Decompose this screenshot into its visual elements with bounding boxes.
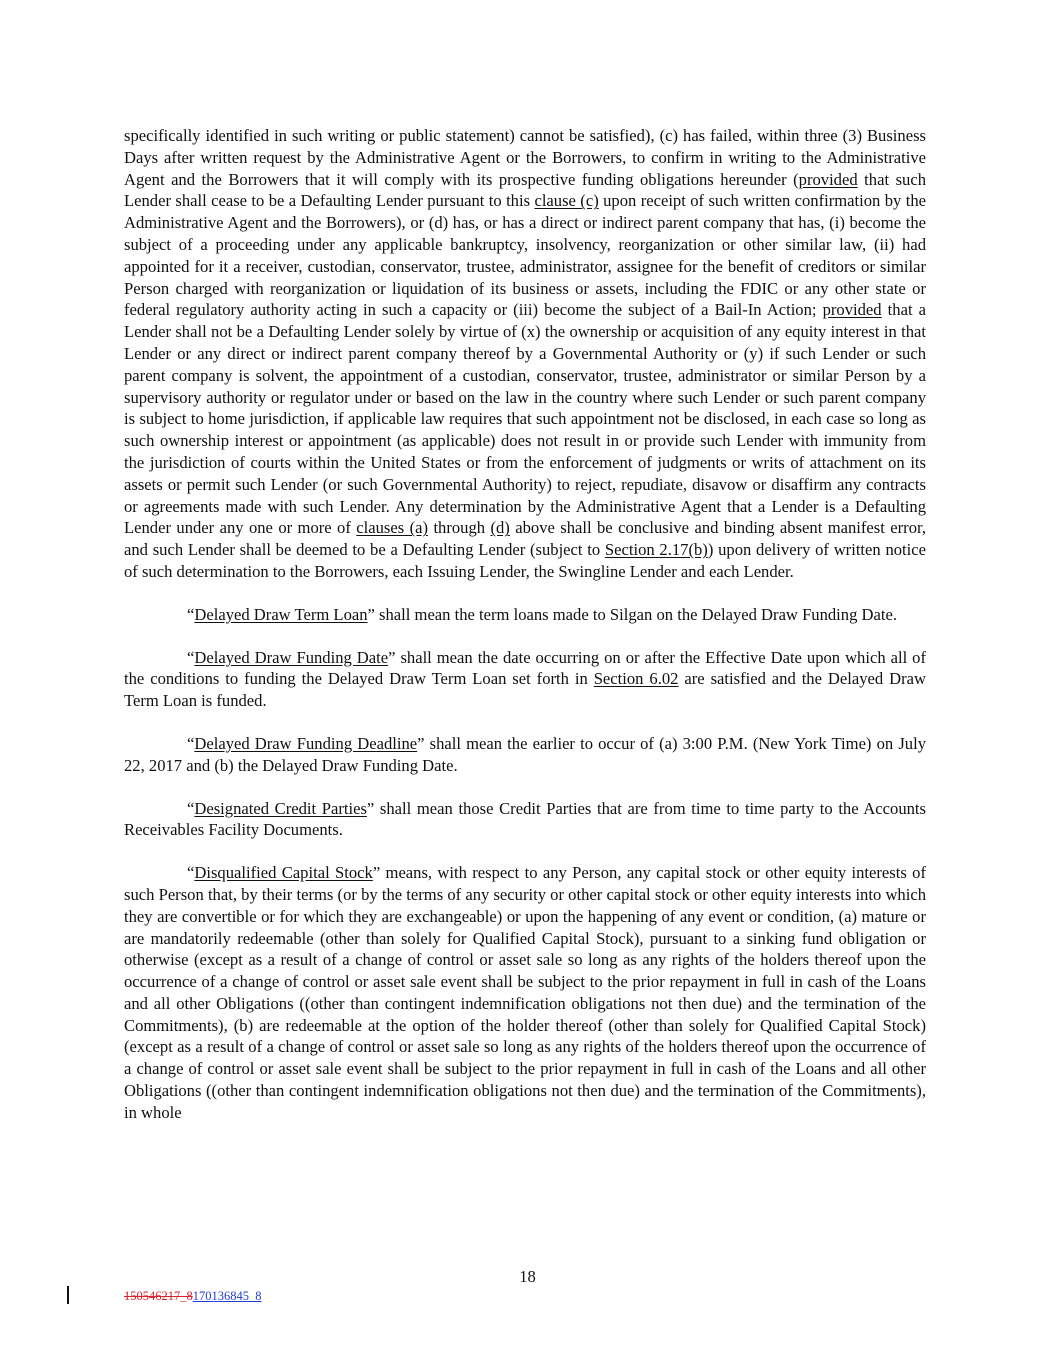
defined-term-reference: Section 6.02 bbox=[593, 669, 679, 689]
paragraph-text: “ bbox=[187, 798, 195, 818]
paragraph-text: ” shall mean the earlier to occur of (a) 3:00 P.M. (New York Time) on July 22, 2017 and (b) the Delayed Draw Funding Date. bbox=[124, 733, 926, 775]
paragraph-text: ” shall mean the date occurring on or after the Effective Date upon which all of the conditions to funding the Delayed Draw Term Loan set forth in bbox=[124, 647, 926, 689]
paragraph-text: ” means, with respect to any Person, any capital stock or other equity interests of such Person that, by their terms (or by the terms of any security or other capital stock or other equity interests into which they are convertible or for which they are exchangeable) or upon the happening of any event or condition, (a) mature or are mandatorily redeemable (other than solely for Qualified Capital Stock), pursuant to a sinking fund obligation or otherwise (except as a result of a change of control or asset sale so long as any rights of the holders thereof upon the occurrence of a change of control or asset sale event shall be subject to the prior repayment in full in cash of the Loans and all other Obligations ((other than contingent indemnification obligations not then due) and the termination of the Commitments), (b) are redeemable at the option of the holder thereof (other than solely for Qualified Capital Stock) (except as a result of a change of control or asset sale so long as any rights of the holders thereof upon the occurrence of a change of control or asset sale event shall be subject to the prior repayment in full in cash of the Loans and all other Obligations ((other than contingent indemnification obligations not then due) and the termination of the Commitments), in whole bbox=[124, 863, 926, 1122]
defined-term-reference: Delayed Draw Term Loan bbox=[194, 604, 368, 624]
paragraph-text: through bbox=[428, 518, 491, 538]
defined-term-reference: Delayed Draw Funding Date bbox=[194, 647, 389, 667]
defined-term-reference: provided bbox=[798, 169, 858, 189]
defined-term-reference: clause (c) bbox=[534, 191, 599, 211]
revision-change-bar bbox=[67, 1286, 69, 1304]
paragraph bbox=[124, 733, 926, 777]
defined-term-reference: Delayed Draw Funding Deadline bbox=[194, 733, 418, 753]
paragraph-text: are satisfied and the Delayed Draw Term Loan is funded. bbox=[124, 669, 926, 711]
page-number: 18 bbox=[519, 1267, 536, 1286]
paragraph bbox=[124, 125, 926, 583]
defined-term-reference: Designated Credit Parties bbox=[194, 798, 367, 818]
paragraph-text: ) upon delivery of written notice of such determination to the Borrowers, each Issuing Lender, the Swingline Lender and each Lender. bbox=[124, 540, 926, 581]
paragraph-text: ” shall mean those Credit Parties that are from time to time party to the Accounts Receivables Facility Documents. bbox=[124, 798, 926, 840]
paragraph-text: that a Lender shall not be a Defaulting Lender solely by virtue of (x) the ownership or acquisition of any equity interest in that Lender or any direct or indirect parent company thereof by a Governmental Authority or (y) if such Lender or such parent company is solvent, the appointment of a custodian, conservator, trustee, administrator or similar Person by a supervisory authority or regulator under or based on the law in the country where such Lender or such parent company is subject to home jurisdiction, if applicable law requires that such appointment not be disclosed, in each case so long as such ownership interest or appointment (as applicable) does not result in or provide such Lender with immunity from the jurisdiction of courts within the United States or from the enforcement of judgments or writs of attachment on its assets or permit such Lender (or such Governmental Authority) to reject, repudiate, disavow or disaffirm any contracts or agreements made with such Lender. Any determination by the Administrative Agent that a Lender is a Defaulting Lender under any one or more of bbox=[124, 300, 926, 538]
document-body bbox=[124, 125, 926, 1145]
paragraph-text: specifically identified in such writing or public statement) cannot be satisfied), (c) has failed, within three (3) Business Days after written request by the Administrative Agent or the Borrowers, to confirm in writing to the Administrative Agent and the Borrowers that it will comply with its prospective funding obligations hereunder ( bbox=[124, 126, 926, 189]
document-id-deleted: 150546217_8 bbox=[124, 1289, 193, 1303]
paragraph-text: ” shall mean the term loans made to Silgan on the Delayed Draw Funding Date. bbox=[367, 604, 898, 624]
defined-term-reference: (d) bbox=[490, 518, 510, 538]
paragraph bbox=[124, 862, 926, 1124]
defined-term-reference: clauses (a) bbox=[356, 518, 429, 538]
document-id-inserted: 170136845_8 bbox=[192, 1289, 262, 1303]
paragraph bbox=[124, 604, 926, 626]
defined-term-reference: Disqualified Capital Stock bbox=[194, 863, 373, 883]
paragraph-text: that such Lender shall cease to be a Defaulting Lender pursuant to this bbox=[124, 169, 926, 211]
paragraph-text: “ bbox=[187, 604, 195, 624]
paragraph-text: “ bbox=[187, 733, 195, 753]
document-id bbox=[124, 1289, 262, 1303]
paragraph-text: “ bbox=[187, 647, 195, 667]
paragraph bbox=[124, 798, 926, 842]
defined-term-reference: provided bbox=[822, 300, 882, 320]
paragraph-text: upon receipt of such written confirmation by the Administrative Agent and the Borrowers), or (d) has, or has a direct or indirect parent company that has, (i) become the subject of a proceeding under any applicable bankruptcy, insolvency, reorganization or other similar law, (ii) had appointed for it a receiver, custodian, conservator, trustee, administrator, assignee for the benefit of creditors or similar Person charged with reorganization or liquidation of its business or assets, including the FDIC or any other state or federal regulatory authority acting in such a capacity or (iii) become the subject of a Bail-In Action; bbox=[124, 191, 926, 320]
paragraph-text: above shall be conclusive and binding absent manifest error, and such Lender shall be deemed to be a Defaulting Lender (subject to bbox=[124, 518, 926, 560]
paragraph bbox=[124, 647, 926, 712]
paragraph-text: “ bbox=[187, 863, 195, 883]
defined-term-reference: Section 2.17(b) bbox=[604, 540, 708, 560]
